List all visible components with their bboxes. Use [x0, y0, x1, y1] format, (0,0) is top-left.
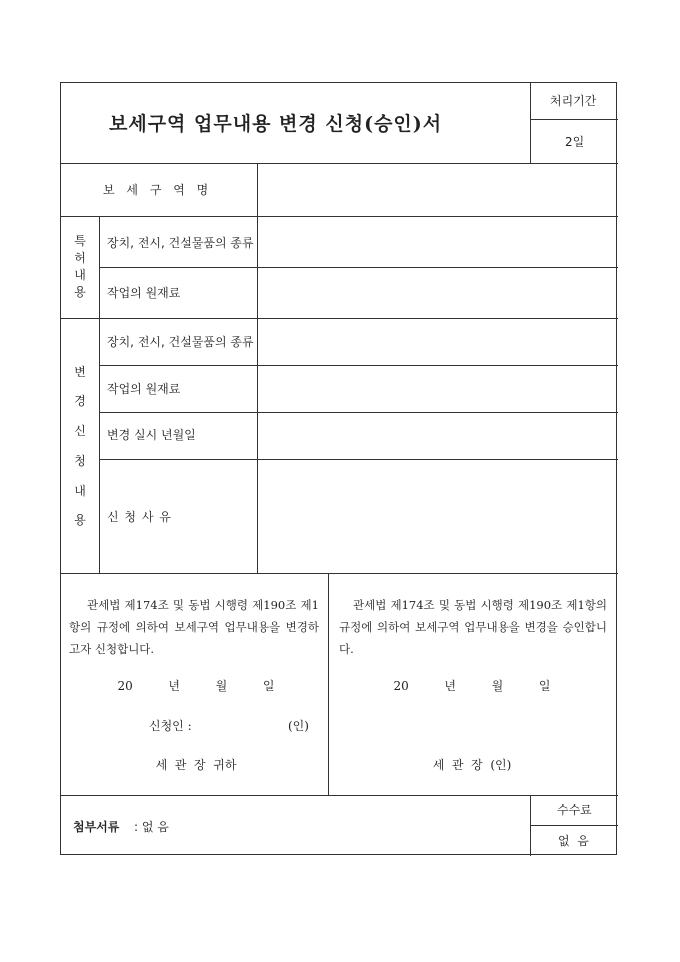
- approval-signer: 세 관 장 (인): [432, 758, 512, 772]
- processing-period-label: 처리기간: [550, 94, 597, 108]
- change-section-char: 신: [74, 424, 86, 438]
- permit-raw-material-label: 작업의 원재료: [107, 286, 181, 300]
- permit-section-char: 용: [74, 285, 86, 299]
- processing-split: [530, 119, 618, 120]
- header-bottom-line: [61, 163, 618, 164]
- change-date-label: 변경 실시 년월일: [107, 428, 196, 442]
- approval-date: 20 년 월 일: [393, 679, 551, 693]
- fee-label: 수수료: [557, 803, 592, 817]
- change-section-char: 내: [74, 484, 86, 498]
- change-row-divider: [99, 459, 618, 460]
- name-row-bottom: [61, 216, 618, 217]
- permit-section-char: 내: [74, 268, 86, 282]
- permit-section-char: 특: [74, 234, 86, 248]
- change-section-char: 청: [74, 454, 86, 468]
- change-reason-label: 신 청 사 유: [107, 510, 172, 524]
- applicant-addressee: 세 관 장 귀하: [155, 758, 237, 772]
- change-date-field[interactable]: [259, 414, 616, 458]
- permit-goods-type-label: 장치, 전시, 건설물품의 종류: [107, 236, 254, 250]
- change-row-divider: [99, 365, 618, 366]
- applicant-date: 20 년 월 일: [117, 679, 275, 693]
- applicant-name-label: 신청인 :: [149, 719, 192, 733]
- applicant-seal: (인): [288, 719, 309, 733]
- application-form: [60, 82, 617, 855]
- section-column-divider: [99, 216, 100, 573]
- declaration-divider: [328, 573, 329, 795]
- bonded-area-name-field[interactable]: [259, 165, 616, 215]
- change-row-divider: [99, 412, 618, 413]
- attachments-label: 첨부서류: [73, 820, 120, 834]
- change-reason-field[interactable]: [259, 461, 616, 571]
- change-raw-material-label: 작업의 원재료: [107, 382, 181, 396]
- attachments-value: : 없 음: [134, 820, 169, 834]
- change-section-char: 경: [74, 394, 86, 408]
- change-goods-type-label: 장치, 전시, 건설물품의 종류: [107, 335, 254, 349]
- processing-period-value: 2일: [565, 135, 585, 149]
- change-section-char: 용: [74, 513, 86, 527]
- fee-value: 없 음: [558, 834, 589, 848]
- permit-goods-type-field[interactable]: [259, 218, 616, 266]
- change-section-bottom: [61, 573, 618, 574]
- declaration-bottom: [61, 795, 618, 796]
- permit-row-divider: [99, 267, 618, 268]
- applicant-statement: 관세법 제174조 및 동법 시행령 제190조 제1항의 규정에 의하여 보세구역 업무내용을 변경하고자 신청합니다.: [69, 598, 319, 656]
- change-raw-material-field[interactable]: [259, 367, 616, 411]
- processing-divider: [530, 83, 531, 163]
- change-section-char: 변: [74, 365, 86, 379]
- approval-statement: 관세법 제174조 및 동법 시행령 제190조 제1항의 규정에 의하여 보세구역 업무내용을 변경을 승인합니다.: [339, 598, 607, 656]
- form-title: 보세구역 업무내용 변경 신청(승인)서: [109, 113, 443, 135]
- permit-raw-material-field[interactable]: [259, 269, 616, 317]
- label-column-divider: [257, 163, 258, 573]
- fee-split: [530, 825, 618, 826]
- permit-section-bottom: [61, 318, 618, 319]
- permit-section-char: 허: [74, 251, 86, 265]
- bonded-area-name-label: 보 세 구 역 명: [103, 183, 213, 197]
- change-goods-type-field[interactable]: [259, 320, 616, 364]
